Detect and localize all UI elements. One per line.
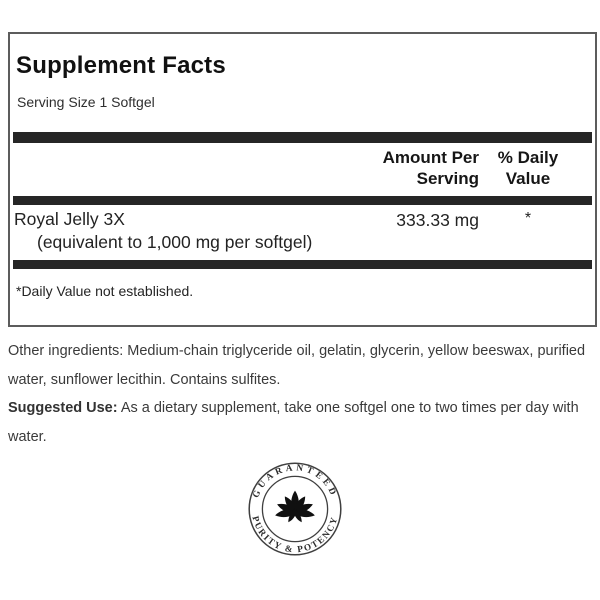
seal-bottom-text: PURITY & POTENCY (250, 514, 340, 555)
column-header-daily-value (478, 147, 578, 189)
seal-graphic (240, 454, 350, 564)
divider-bar-bottom (13, 260, 592, 269)
suggested-use-label: Suggested Use: (8, 400, 118, 416)
daily-value-footnote: *Daily Value not established. (16, 283, 194, 299)
other-ingredients-line2: water, sunflower lecithin. Contains sulfites. (8, 372, 281, 388)
other-ingredients-line1: Other ingredients: Medium-chain triglyceride oil, gelatin, glycerin, yellow beeswax, purified (8, 343, 586, 359)
other-ingredients-text (8, 337, 585, 395)
suggested-use-line2: water. (8, 429, 47, 445)
column-header-amount-per-serving (383, 147, 479, 189)
panel-title: Supplement Facts (16, 52, 226, 79)
seal-top-text: GUARANTEED (250, 462, 340, 500)
amount-header-line2: Serving (416, 169, 479, 188)
ingredient-amount: 333.33 mg (396, 210, 479, 230)
ingredient-name: Royal Jelly 3X (14, 209, 125, 229)
ingredient-daily-value: * (524, 210, 532, 227)
suggested-use-line1-rest: As a dietary supplement, take one softgel one to two times per day with (117, 400, 579, 416)
purity-potency-seal (240, 454, 350, 564)
leaf-cluster-icon (274, 491, 315, 524)
ingredient-detail: (equivalent to 1,000 mg per softgel) (37, 232, 313, 252)
suggested-use-text (8, 394, 579, 452)
dv-header-line2: Value (505, 169, 551, 188)
suggested-use-line1 (8, 394, 579, 423)
supplement-facts-panel (8, 32, 597, 327)
serving-size-text: Serving Size 1 Softgel (17, 94, 155, 110)
amount-header-line1: Amount Per (382, 148, 479, 167)
divider-bar-top (13, 132, 592, 143)
divider-bar-header (13, 196, 592, 205)
dv-header-line1: % Daily (497, 148, 559, 167)
